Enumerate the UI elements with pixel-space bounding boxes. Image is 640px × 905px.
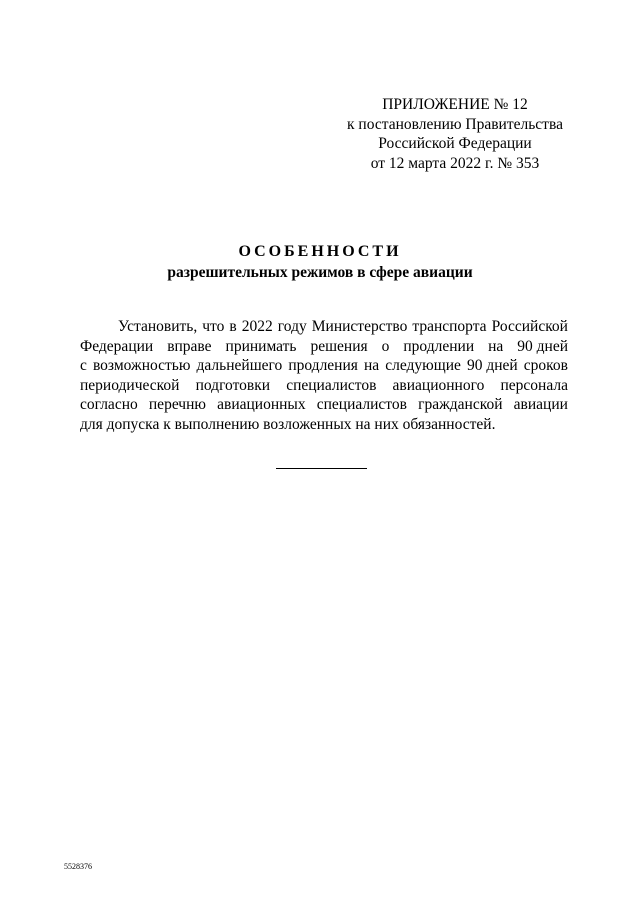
separator-line xyxy=(276,468,367,469)
paragraph-word: в xyxy=(229,318,237,335)
appendix-date-number: от 12 марта 2022 г. № 353 xyxy=(370,154,540,172)
paragraph-word: специалистов xyxy=(316,396,407,413)
heading-subtitle: разрешительных режимов в сфере авиации xyxy=(167,264,473,281)
appendix-title: ПРИЛОЖЕНИЕ № 12 xyxy=(382,96,528,113)
paragraph-word: решения xyxy=(310,337,368,355)
paragraph-word: авиационных xyxy=(217,396,306,413)
paragraph-line xyxy=(80,337,568,357)
paragraph-word: 90 дней xyxy=(517,337,568,355)
paragraph-word: специалистов xyxy=(286,376,377,394)
paragraph-word: гражданской xyxy=(418,396,503,413)
paragraph-word: что xyxy=(202,318,225,335)
paragraph-line xyxy=(80,395,568,415)
appendix-reference: к постановлению Правительства xyxy=(347,115,563,133)
document-number: 5528376 xyxy=(64,862,92,871)
paragraph-word: подготовки xyxy=(195,376,271,394)
paragraph-word: перечню xyxy=(148,396,206,413)
paragraph-word: принимать xyxy=(225,337,297,355)
paragraph-word: Министерство xyxy=(311,318,408,335)
appendix-authority: Российской Федерации xyxy=(378,135,532,152)
paragraph-word: следующие xyxy=(385,357,461,374)
paragraph-line xyxy=(80,317,568,337)
heading-title: ОСОБЕННОСТИ xyxy=(238,243,402,260)
paragraph-word: для допуска к выполнению возложенных на них обязанностей. xyxy=(80,415,496,433)
paragraph-word: о xyxy=(381,337,390,355)
paragraph-line xyxy=(80,415,568,435)
paragraph-word: авиации xyxy=(513,396,568,413)
paragraph-word: Федерации xyxy=(80,337,154,355)
paragraph-word: периодической xyxy=(80,376,180,394)
document-heading xyxy=(0,242,640,283)
paragraph-word: Российской xyxy=(491,318,568,335)
paragraph-word: на xyxy=(363,357,380,374)
paragraph-word: с xyxy=(80,357,87,374)
paragraph-word: возможностью xyxy=(92,357,191,374)
paragraph-word: персонала xyxy=(500,376,568,394)
paragraph-word: 2022 xyxy=(241,318,273,335)
paragraph-line xyxy=(80,356,568,376)
paragraph-word: сроков xyxy=(523,357,568,374)
paragraph-word: вправе xyxy=(167,337,212,355)
paragraph-line xyxy=(80,376,568,396)
paragraph-word: Установить, xyxy=(118,318,198,335)
paragraph-word: году xyxy=(277,318,307,335)
body-paragraph xyxy=(80,317,568,434)
paragraph-word: дальнейшего xyxy=(196,357,283,374)
paragraph-word: продления xyxy=(288,357,358,374)
paragraph-word: на xyxy=(488,337,504,355)
appendix-header xyxy=(330,95,580,173)
paragraph-word: авиационного xyxy=(392,376,485,394)
paragraph-word: транспорта xyxy=(412,318,487,335)
paragraph-word: продлении xyxy=(403,337,475,355)
paragraph-word: 90 дней xyxy=(466,357,518,374)
paragraph-word: согласно xyxy=(80,396,138,413)
